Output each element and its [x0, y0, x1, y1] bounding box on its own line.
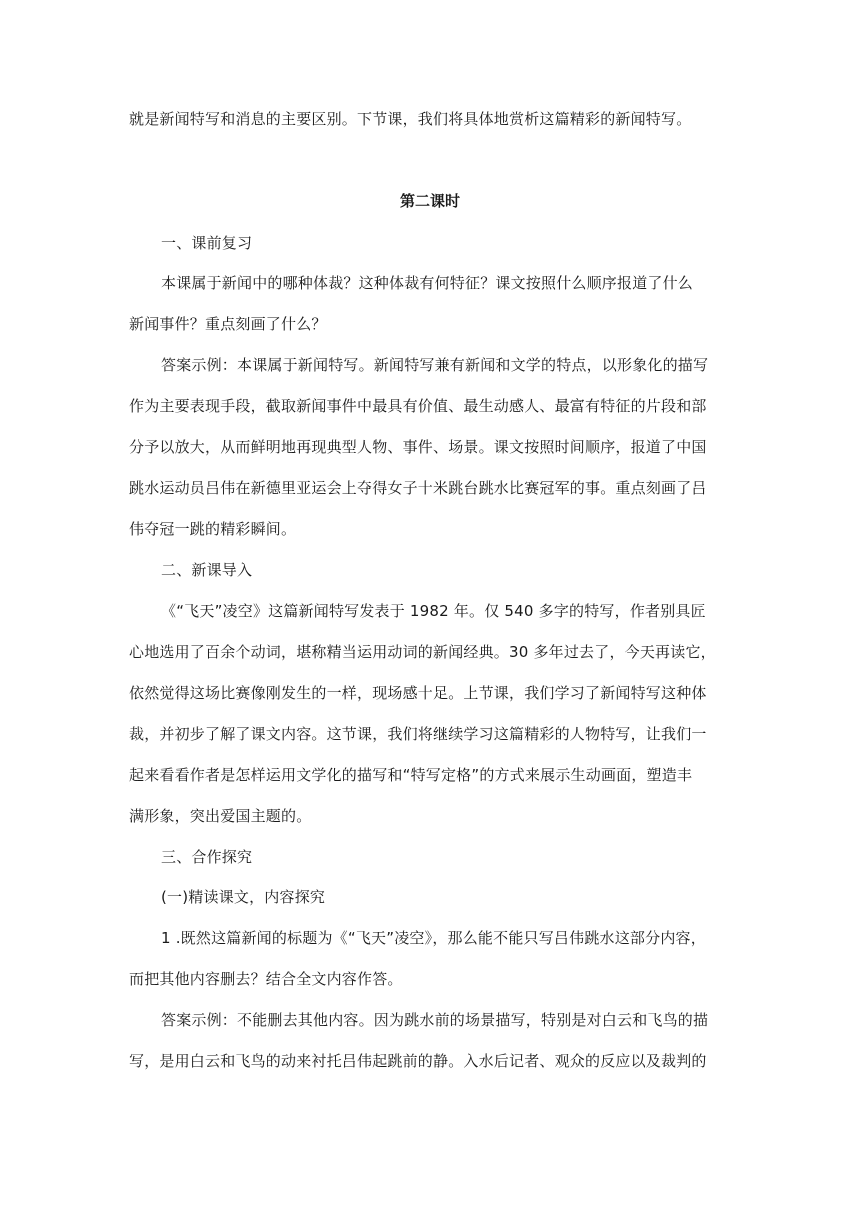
paragraph-line: 起来看看作者是怎样运用文学化的描写和“特写定格”的方式来展示生动画面，塑造丰 — [129, 766, 693, 784]
paragraph-line: 《“飞天”凌空》这篇新闻特写发表于 1982 年。仅 540 多字的特写，作者别具匠 — [161, 602, 706, 620]
paragraph-line: 答案示例：本课属于新闻特写。新闻特写兼有新闻和文学的特点，以形象化的描写 — [161, 356, 709, 374]
paragraph-line: 依然觉得这场比赛像刚发生的一样，现场感十足。上节课，我们学习了新闻特写这种体 — [129, 684, 707, 702]
paragraph-line: 满形象，突出爱国主题的。 — [129, 807, 312, 825]
heading-review: 一、课前复习 — [161, 234, 253, 252]
paragraph-line: 新闻事件？重点刻画了什么？ — [129, 315, 327, 333]
paragraph-line: 本课属于新闻中的哪种体裁？这种体裁有何特征？课文按照什么顺序报道了什么 — [161, 274, 694, 292]
answer-line: 答案示例：不能删去其他内容。因为跳水前的场景描写，特别是对白云和飞鸟的描 — [161, 1011, 709, 1029]
section-title: 第二课时 — [399, 192, 460, 210]
heading-explore: 三、合作探究 — [161, 848, 253, 866]
question-line: 而把其他内容删去？结合全文内容作答。 — [129, 970, 403, 988]
paragraph-line: 作为主要表现手段，截取新闻事件中最具有价值、最生动感人、最富有特征的片段和部 — [129, 397, 707, 415]
text-line-continuation: 就是新闻特写和消息的主要区别。下节课，我们将具体地赏析这篇精彩的新闻特写。 — [129, 110, 692, 128]
paragraph-line: 裁，并初步了解了课文内容。这节课，我们将继续学习这篇精彩的人物特写，让我们一 — [129, 725, 707, 743]
paragraph-line: 心地选用了百余个动词，堪称精当运用动词的新闻经典。30 多年过去了，今天再读它， — [129, 643, 716, 661]
heading-intro: 二、新课导入 — [161, 561, 253, 579]
answer-line: 写，是用白云和飞鸟的动来衬托吕伟起跳前的静。入水后记者、观众的反应以及裁判的 — [129, 1052, 707, 1070]
question-line: 1 .既然这篇新闻的标题为《“飞天”凌空》，那么能不能只写吕伟跳水这部分内容， — [161, 929, 706, 947]
paragraph-line: 伟夺冠一跳的精彩瞬间。 — [129, 520, 297, 538]
paragraph-line: 分予以放大，从而鲜明地再现典型人物、事件、场景。课文按照时间顺序，报道了中国 — [129, 438, 707, 456]
subheading-reading: (一)精读课文，内容探究 — [161, 888, 326, 906]
paragraph-line: 跳水运动员吕伟在新德里亚运会上夺得女子十米跳台跳水比赛冠军的事。重点刻画了吕 — [129, 479, 707, 497]
